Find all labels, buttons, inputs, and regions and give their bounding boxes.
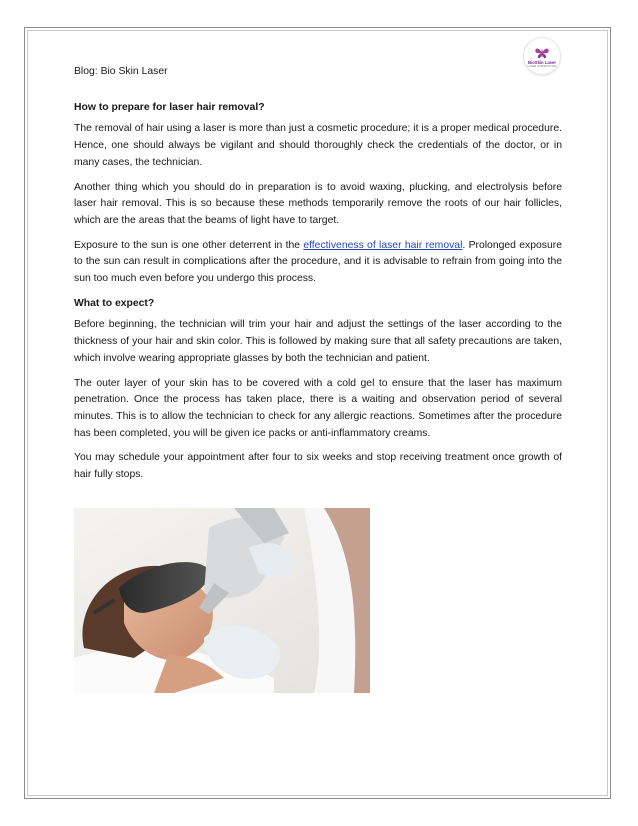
butterfly-icon [534,47,550,59]
laser-treatment-photo [74,508,370,693]
paragraph-text: . Prolonged exposure to the sun can result in complications after the procedure, and it is advisable to refrain from going into the sun too much even before you undergo this process. [74,239,562,285]
heading-expect: What to expect? [74,297,155,309]
document-content [74,64,562,492]
logo-tagline: LASER COSMETIC SPA [527,64,557,68]
logo-brand: BioSkin Laser [528,59,556,65]
heading-prepare: How to prepare for laser hair removal? [74,101,265,113]
paragraph: The removal of hair using a laser is more than just a cosmetic procedure; it is a proper medical procedure. Hence, one should always be vigilant and should thoroughly check the credentials of the doctor, or in many cases, the technician. [74,123,562,168]
paragraph: Another thing which you should do in preparation is to avoid waxing, plucking, and electrolysis before laser hair removal. This is so because these methods temporarily remove the roots of our hair follicles, which are the areas that the beams of light have to target. [74,181,562,226]
paragraph: The outer layer of your skin has to be covered with a cold gel to ensure that the laser has maximum penetration. Once the process has taken place, there is a waiting and observation period of several minutes. This is to allow the technician to check for any allergic reactions. Sometimes after the procedure has been completed, you will be given ice packs or anti-inflammatory creams. [74,377,562,439]
effectiveness-link[interactable]: effectiveness of laser hair removal [303,239,463,251]
paragraph: Before beginning, the technician will trim your hair and adjust the settings of the laser according to the thickness of your hair and skin color. This is followed by making sure that all safety precautions are taken, which involve wearing appropriate glasses by both the technician and patient. [74,319,562,364]
paragraph: You may schedule your appointment after four to six weeks and stop receiving treatment once growth of hair fully stops. [74,452,562,481]
paragraph [74,238,562,288]
blog-label: Blog: Bio Skin Laser [74,66,168,77]
paragraph-text: Exposure to the sun is one other deterrent in the [74,239,304,251]
